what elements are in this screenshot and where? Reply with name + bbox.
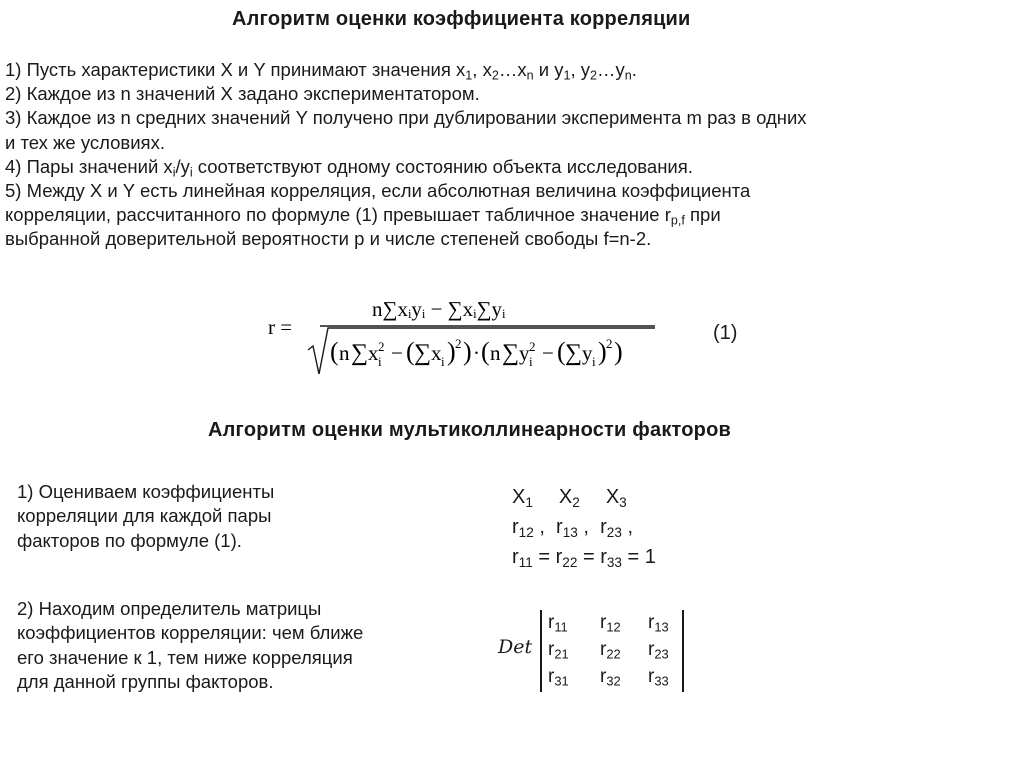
step-2-text: 2) Находим определитель матрицы коэффициентов корреляции: чем ближе его значение к 1, тем ниже корреляция для данной группы факторов. [17,598,364,693]
matrix-cell-r31: $r_{31}$ [548,666,569,689]
condition-5-line-2: корреляции, рассчитанного по формуле (1) превышает табличное значение $r_{p,f}$ при [5,204,721,228]
svg-text:2: 2 [606,336,613,351]
svg-text:−: − [542,341,554,365]
pair-coefficients: $r_{12}$ , $r_{13}$ , $r_{23}$ , [512,516,634,540]
det-label: Det [498,636,533,658]
condition-2: 2) Каждое из n значений X задано экспериментатором. [5,83,480,105]
matrix-cell-r12: $r_{12}$ [600,612,621,635]
svg-text:(: ( [481,337,490,366]
svg-text:2: 2 [529,339,536,354]
self-coefficients: $r_{11} = r_{22} = r_{33} = 1$ [512,546,656,570]
svg-text:2: 2 [455,336,462,351]
factor-names: $X_1$ $X_2$ $X_3$ [512,486,627,510]
svg-text:∑: ∑ [414,340,432,366]
condition-3-line-2: и тех же условиях. [5,131,165,153]
svg-text:i: i [592,354,596,369]
condition-5-line-3: выбранной доверительной вероятности p и числе степеней свободы f=n-2. [5,228,652,250]
svg-text:∑: ∑ [565,340,583,366]
svg-text:2: 2 [378,339,385,354]
svg-text:): ) [614,337,623,366]
condition-5-line-1: 5) Между X и Y есть линейная корреляция, если абсолютная величина коэффициента [5,180,751,202]
matrix-cell-r23: $r_{23}$ [648,639,669,662]
step-1-text: 1) Оцениваем коэффициенты корреляции для каждой пары факторов по формуле (1). [17,481,275,551]
formula-numerator: n∑xᵢyᵢ − ∑xᵢ∑yᵢ [372,297,506,321]
correlation-formula [250,288,670,380]
svg-text:−: − [391,341,403,365]
svg-text:(: ( [406,337,415,366]
condition-4: 4) Пары значений $x_i/y_i$ соответствуют одному состоянию объекта исследования. [5,155,693,180]
correlation-matrix [540,610,684,692]
title-multicollinearity-algorithm: Алгоритм оценки мультиколлинеарности факторов [208,419,732,441]
svg-text:y: y [519,341,530,365]
svg-text:): ) [463,337,472,366]
factor-list [512,482,656,572]
matrix-cell-r13: $r_{13}$ [648,612,669,635]
svg-text:i: i [529,354,533,369]
svg-text:∑: ∑ [351,340,369,366]
matrix-cell-r33: $r_{33}$ [648,666,669,689]
matrix-cell-r11: $r_{11}$ [548,612,568,635]
svg-text:): ) [447,337,456,366]
matrix-cell-r22: $r_{22}$ [600,639,621,662]
svg-text:(: ( [557,337,566,366]
title-correlation-algorithm: Алгоритм оценки коэффициента корреляции [232,8,691,30]
svg-text:i: i [441,354,445,369]
svg-text:x: x [431,341,442,365]
svg-text:(: ( [330,337,339,366]
svg-text:n: n [490,341,501,365]
svg-text:n: n [339,341,350,365]
condition-1: 1) Пусть характеристики X и Y принимают значения $x_1$, $x_2\dots x_n$ и $y_1$, $y_2\dots y_n$. [5,59,637,83]
svg-text:·: · [473,341,480,365]
svg-text:y: y [582,341,593,365]
svg-text:): ) [598,337,607,366]
svg-text:x: x [368,341,379,365]
correlation-conditions [5,58,1015,252]
formula-number: (1) [713,322,738,344]
formula-lhs: r = [268,315,293,339]
svg-text:i: i [378,354,382,369]
condition-3-line-1: 3) Каждое из n средних значений Y получено при дублировании эксперимента m раз в одних [5,107,807,129]
formula-denominator [330,336,623,369]
svg-text:∑: ∑ [502,340,520,366]
matrix-cell-r21: $r_{21}$ [548,639,569,662]
matrix-cell-r32: $r_{32}$ [600,666,621,689]
